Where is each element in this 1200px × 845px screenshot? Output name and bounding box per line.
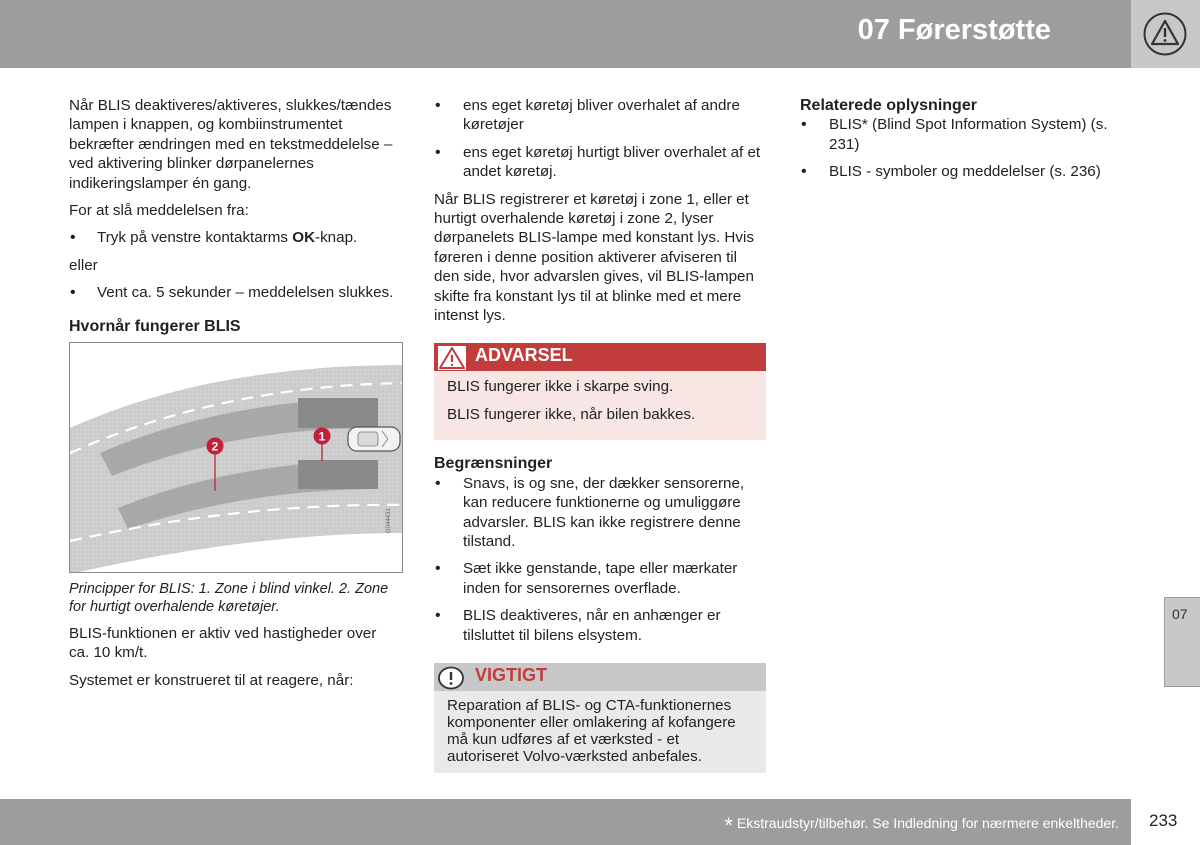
warning-triangle-icon <box>438 346 466 370</box>
related-info-heading: Relaterede oplysninger <box>800 97 977 114</box>
detection-paragraph: Når BLIS registrerer et køretøj i zone 1, eller et hurtigt overhalende køretøj i zone 2, lyser dørpanelets BLIS-lampe med konstant lys. Hvis føreren i denne position aktiverer afviseren til den side, hvor advarslen gives, vil BLIS-lampen skifte fra konstant lys til at blinke med et mere intenst lys. <box>434 190 754 325</box>
list-item: • ens eget køretøj hurtigt bliver overhalet af et andet køretøj. <box>434 143 766 182</box>
warning-box <box>434 343 766 440</box>
ok-key-label: OK <box>292 229 316 247</box>
section-heading: Hvornår fungerer BLIS <box>69 317 241 335</box>
important-box <box>434 663 766 773</box>
limitations-heading: Begrænsninger <box>434 455 553 473</box>
list-item: • Sæt ikke genstande, tape eller mærkater inden for sensorernes overflade. <box>434 559 766 598</box>
warning-title: ADVARSEL <box>475 345 573 366</box>
exclamation-circle-icon <box>438 666 464 690</box>
clear-message-text: For at slå meddelelsen fra: <box>69 202 249 220</box>
chapter-icon-box <box>1131 0 1200 68</box>
important-title: VIGTIGT <box>475 664 547 685</box>
car-icon <box>348 427 400 451</box>
warning-line: BLIS fungerer ikke, når bilen bakkes. <box>447 405 696 423</box>
list-item: • Tryk på venstre kontaktarms OK-knap. <box>69 228 399 247</box>
page-number-box <box>1131 799 1200 845</box>
important-body <box>434 691 766 773</box>
warning-header <box>434 343 766 371</box>
page-number: 233 <box>1149 811 1178 830</box>
list-item: • ens eget køretøj bliver overhalet af andre køretøjer <box>434 96 766 135</box>
related-link[interactable]: • BLIS* (Blind Spot Information System) (s. 231) <box>800 115 1130 154</box>
warning-line: BLIS fungerer ikke i skarpe sving. <box>447 378 674 396</box>
page-header <box>0 0 1131 68</box>
chapter-tab[interactable] <box>1164 597 1200 687</box>
footnote-text: Ekstraudstyr/tilbehør. Se Indledning for nærmere enkeltheder. <box>736 815 1119 831</box>
column-right <box>800 96 1130 190</box>
chapter-tab-label: 07 <box>1172 606 1188 622</box>
page-footer <box>0 799 1131 845</box>
react-paragraph: Systemet er konstrueret til at reagere, når: <box>69 671 354 689</box>
blis-zone-illustration <box>69 342 403 573</box>
list-item: • Vent ca. 5 sekunder – meddelelsen slukkes. <box>69 283 399 302</box>
footnote-star: * <box>724 813 733 838</box>
zone-marker-2-label: 2 <box>211 439 219 454</box>
speed-paragraph: BLIS-funktionen er aktiv ved hastigheder over ca. 10 km/t. <box>69 625 377 662</box>
column-middle <box>434 96 766 787</box>
important-header <box>434 663 766 691</box>
list-item: • BLIS deaktiveres, når en anhænger er tilsluttet til bilens elsystem. <box>434 606 766 645</box>
footnote <box>724 813 1119 839</box>
figure-caption: Principper for BLIS: 1. Zone i blind vinkel. 2. Zone for hurtigt overhalende køretøjer. <box>69 581 389 616</box>
warning-body <box>434 371 766 440</box>
list-item: • Snavs, is og sne, der dækker sensorerne, kan reducere funktionerne og umuliggøre advarsler. BLIS kan ikke registrere denne tilstand. <box>434 474 766 552</box>
or-text: eller <box>69 256 98 274</box>
related-link[interactable]: • BLIS - symboler og meddelelser (s. 236) <box>800 162 1130 181</box>
chapter-title: 07 Førerstøtte <box>857 14 1051 46</box>
figure-code: G044431 <box>386 508 392 534</box>
zone-marker-1-label: 1 <box>318 429 326 444</box>
important-text: Reparation af BLIS- og CTA-funktionernes komponenter eller omlakering af kofangere må kun udføres af et værksted - et autoriseret Volvo-værksted anbefales. <box>447 696 736 765</box>
column-left <box>69 96 399 698</box>
warning-triangle-icon <box>1143 12 1187 56</box>
intro-paragraph: Når BLIS deaktiveres/aktiveres, slukkes/tændes lampen i knappen, og kombiinstrumentet bekræfter ændringen med en tekstmeddelelse – ved aktivering blinker dørpanelernes indikeringslamper én gang. <box>69 97 393 192</box>
